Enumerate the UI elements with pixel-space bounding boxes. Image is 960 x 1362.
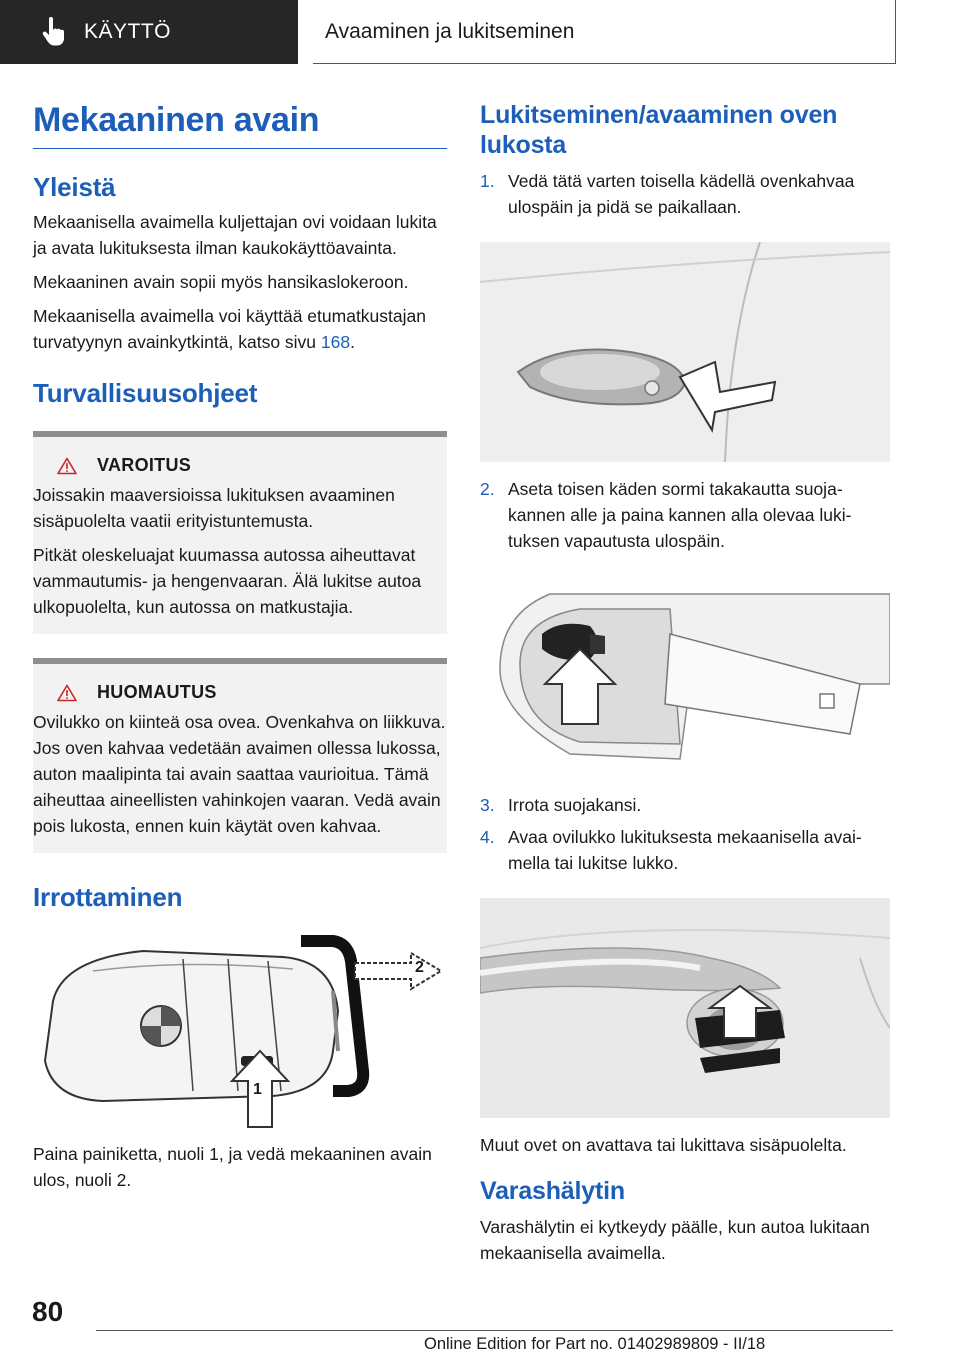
page-link-168[interactable]: 168 <box>320 332 351 352</box>
notice-paragraph: Ovilukko on kiinteä osa ovea. Ovenkahva on liikkuva. Jos oven kahvaa vedetään avaimen ollessa lukossa, auton maalipinta tai avain saattaa vaurioitua. Tämä aiheuttaa aineellisten vahinkojen vaaran. Vedä avain pois lukosta, ennen kuin käytät oven kahvaa. <box>33 712 446 836</box>
general-paragraph-1: Mekaanisella avaimella kuljettajan ovi voidaan lukita ja avata lukituksesta ilman kaukokäyttöavainta. <box>33 212 437 258</box>
warning-paragraph-1: Joissakin maaversioissa lukituksen avaaminen sisäpuolelta vaatii erityistuntemusta. <box>33 485 395 531</box>
warning-label: VAROITUS <box>97 455 192 475</box>
warning-triangle-icon <box>57 457 77 475</box>
general-paragraph-3-text: Mekaanisella avaimella voi käyttää etumatkustajan turvatyynyn avainkytkintä, katso sivu <box>33 306 426 352</box>
step-4 <box>480 824 890 876</box>
step-2 <box>480 476 890 554</box>
warning-paragraph-2: Pitkät oleskeluajat kuumassa autossa aiheuttavat vammautumis- ja hengenvaaran. Älä lukitse autoa ulkopuolelta, kun autossa on matkustajia. <box>33 545 422 617</box>
general-paragraph-3-end: . <box>350 332 355 352</box>
page-number: 80 <box>32 1296 64 1327</box>
closing-text: Muut ovet on avattava tai lukittava sisäpuolelta. <box>480 1135 847 1155</box>
notice-box <box>33 658 447 853</box>
arrow-1-label: 1 <box>253 1081 262 1098</box>
alarm-text: Varashälytin ei kytkeydy päälle, kun autoa lukitaan mekaanisella avaimella. <box>480 1217 870 1263</box>
step-1 <box>480 168 890 220</box>
step-3 <box>480 792 890 818</box>
step-3-text: Irrota suojakansi. <box>508 795 642 815</box>
notice-label: HUOMAUTUS <box>97 682 217 702</box>
page-title: Mekaaninen avain <box>33 100 447 149</box>
lock-cover-photo <box>480 574 890 774</box>
arrow-2-icon <box>353 951 443 991</box>
step-1-number: 1. <box>480 171 495 191</box>
section-tab <box>0 0 298 64</box>
step-4-number: 4. <box>480 827 495 847</box>
alarm-heading: Varashälytin <box>480 1177 625 1205</box>
arrow-2-label: 2 <box>415 959 424 976</box>
key-in-lock-photo <box>480 898 890 1118</box>
step-4-text: Avaa ovilukko lukituksesta mekaanisella avaimella tai lukitse lukko. <box>508 827 862 873</box>
footer-edition: Online Edition for Part no. 01402989809 - II/18 <box>424 1335 766 1353</box>
warning-box <box>33 431 447 634</box>
door-handle-photo <box>480 242 890 462</box>
step-3-number: 3. <box>480 795 495 815</box>
removal-heading: Irrottaminen <box>33 882 183 912</box>
chapter-title: Avaaminen ja lukitseminen <box>313 0 896 64</box>
removal-caption: Paina painiketta, nuoli 1, ja vedä mekaaninen avain ulos, nuoli 2. <box>33 1144 432 1190</box>
general-paragraph-2: Mekaaninen avain sopii myös hansikaslokeroon. <box>33 272 409 292</box>
notice-triangle-icon <box>57 684 77 702</box>
lock-heading: Lukitseminen/avaaminen oven lukosta <box>480 101 838 159</box>
left-column <box>33 100 447 1193</box>
general-paragraph-3 <box>33 303 447 355</box>
section-title: KÄYTTÖ <box>84 20 172 43</box>
step-2-number: 2. <box>480 479 495 499</box>
general-heading: Yleistä <box>33 172 116 202</box>
hand-pointer-icon <box>42 17 64 47</box>
safety-heading: Turvallisuusohjeet <box>33 378 258 408</box>
step-2-text: Aseta toisen käden sormi takakautta suojakannen alle ja paina kannen alla olevaa lukituksen vapautusta ulospäin. <box>508 479 852 551</box>
right-column <box>480 100 890 1266</box>
step-1-text: Vedä tätä varten toisella kädellä ovenkahvaa ulospäin ja pidä se paikallaan. <box>508 171 855 217</box>
footer-divider <box>96 1330 893 1331</box>
key-illustration <box>33 931 447 1131</box>
